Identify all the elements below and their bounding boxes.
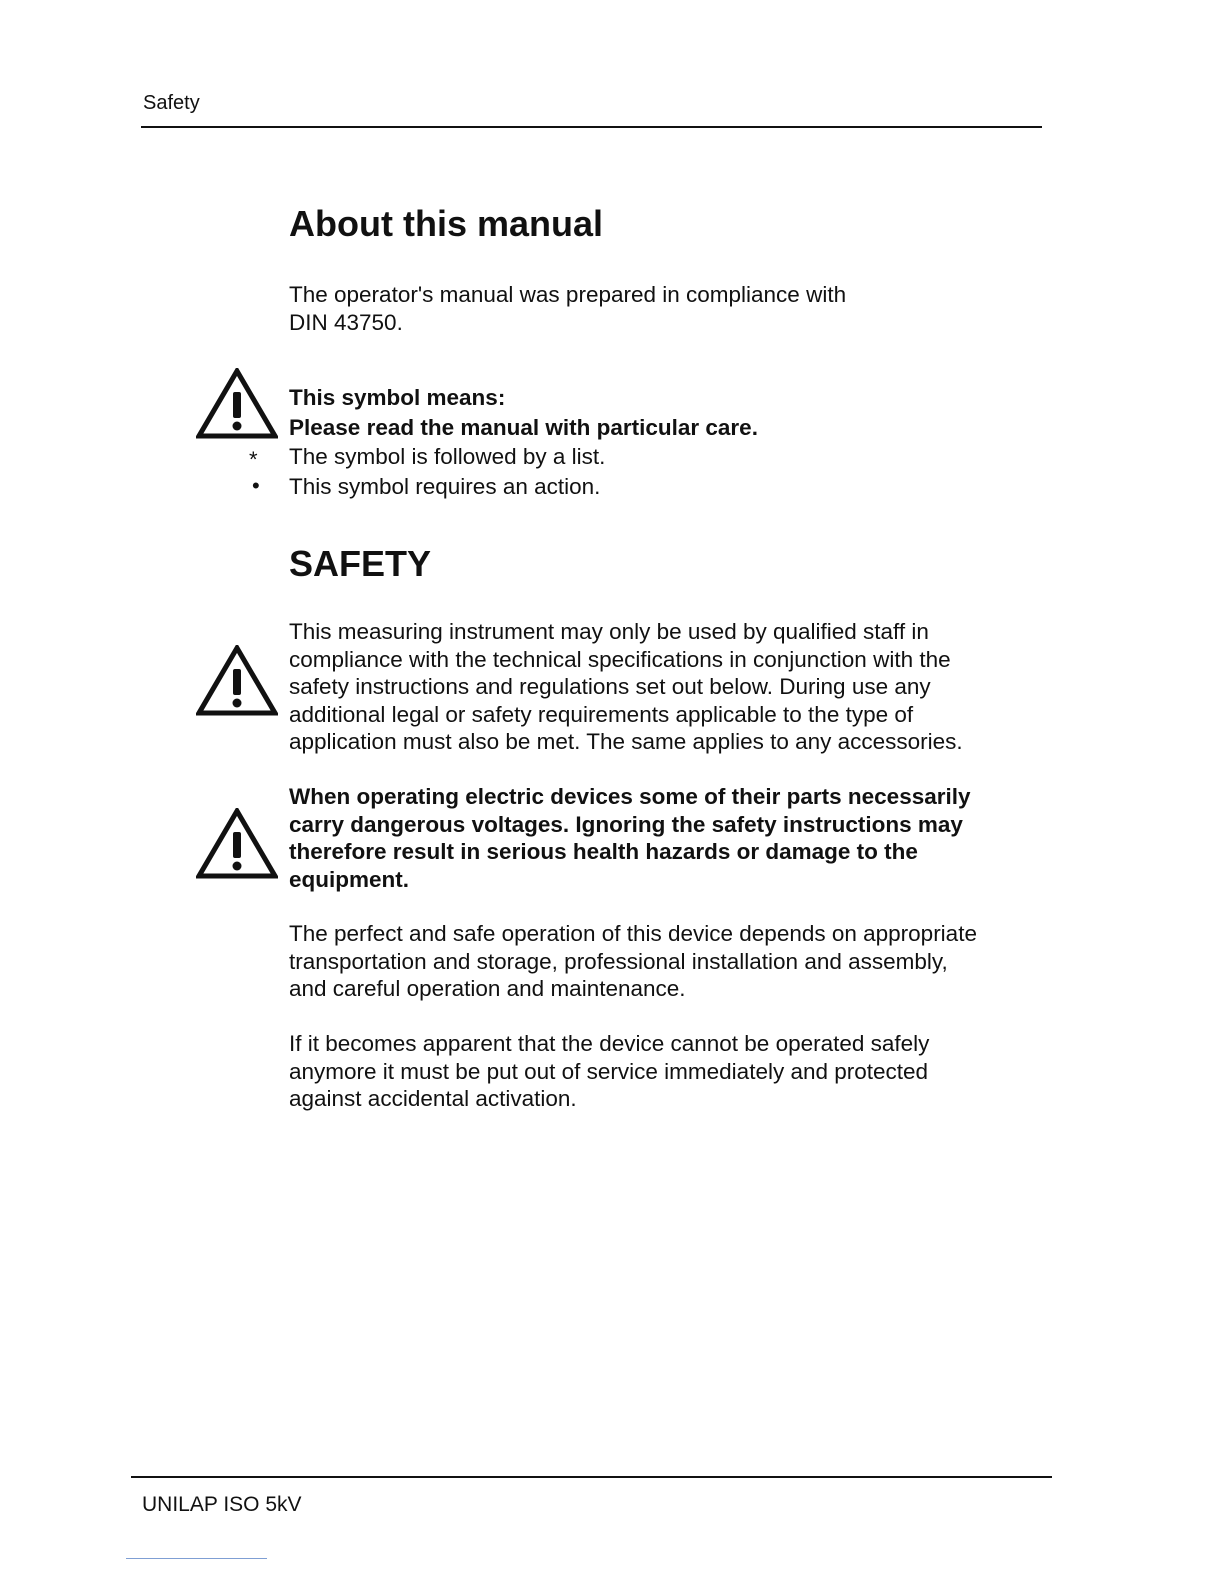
symbol-line: Please read the manual with particular care. <box>289 414 758 440</box>
paragraph-line: The perfect and safe operation of this device depends on appropriate <box>289 921 977 946</box>
action-marker-bullet: • <box>252 473 260 498</box>
about-intro <box>289 281 846 336</box>
paragraph-line: anymore it must be put out of service immediately and protected <box>289 1058 929 1084</box>
paragraph-line: and careful operation and maintenance. <box>289 976 686 1001</box>
paragraph-line: If it becomes apparent that the device cannot be operated safely <box>289 1031 930 1056</box>
warning-triangle-icon <box>196 645 278 717</box>
list-explanation: The symbol is followed by a list. <box>289 444 606 469</box>
symbol-explanation <box>289 383 758 442</box>
warning-triangle-icon <box>196 808 278 880</box>
safety-title: SAFETY <box>289 543 432 584</box>
running-footer: UNILAP ISO 5kV <box>142 1493 302 1516</box>
footer-rule <box>131 1476 1052 1478</box>
safety-warning-dangerous-voltages <box>289 783 971 893</box>
paragraph-line: This measuring instrument may only be used by qualified staff in <box>289 619 929 644</box>
page-edge-line <box>126 1558 267 1559</box>
warning-line: When operating electric devices some of their parts necessarily <box>289 784 971 809</box>
about-intro-line: DIN 43750. <box>289 309 403 335</box>
warning-triangle-icon <box>196 368 278 440</box>
paragraph-line: safety instructions and regulations set out below. During use any <box>289 674 931 699</box>
paragraph-line: additional legal or safety requirements applicable to the type of <box>289 701 914 727</box>
paragraph-line: against accidental activation. <box>289 1086 577 1111</box>
about-intro-line: The operator's manual was prepared in compliance with <box>289 282 847 307</box>
paragraph-line: compliance with the technical specifications in conjunction with the <box>289 646 951 672</box>
warning-line: equipment. <box>289 866 410 892</box>
safety-paragraph-out-of-service <box>289 1030 929 1113</box>
warning-line: therefore result in serious health hazards or damage to the <box>289 839 918 864</box>
safety-paragraph-operation <box>289 920 977 1003</box>
paragraph-line: transportation and storage, professional installation and assembly, <box>289 948 948 974</box>
running-header: Safety <box>143 92 200 114</box>
warning-line: carry dangerous voltages. Ignoring the safety instructions may <box>289 811 963 837</box>
safety-paragraph-qualified-staff <box>289 618 963 756</box>
list-marker-asterisk: * <box>249 447 258 472</box>
symbol-line: This symbol means: <box>289 385 506 410</box>
action-explanation: This symbol requires an action. <box>289 474 601 499</box>
paragraph-line: application must also be met. The same applies to any accessories. <box>289 729 963 754</box>
header-rule <box>141 126 1042 128</box>
about-title: About this manual <box>289 203 603 244</box>
